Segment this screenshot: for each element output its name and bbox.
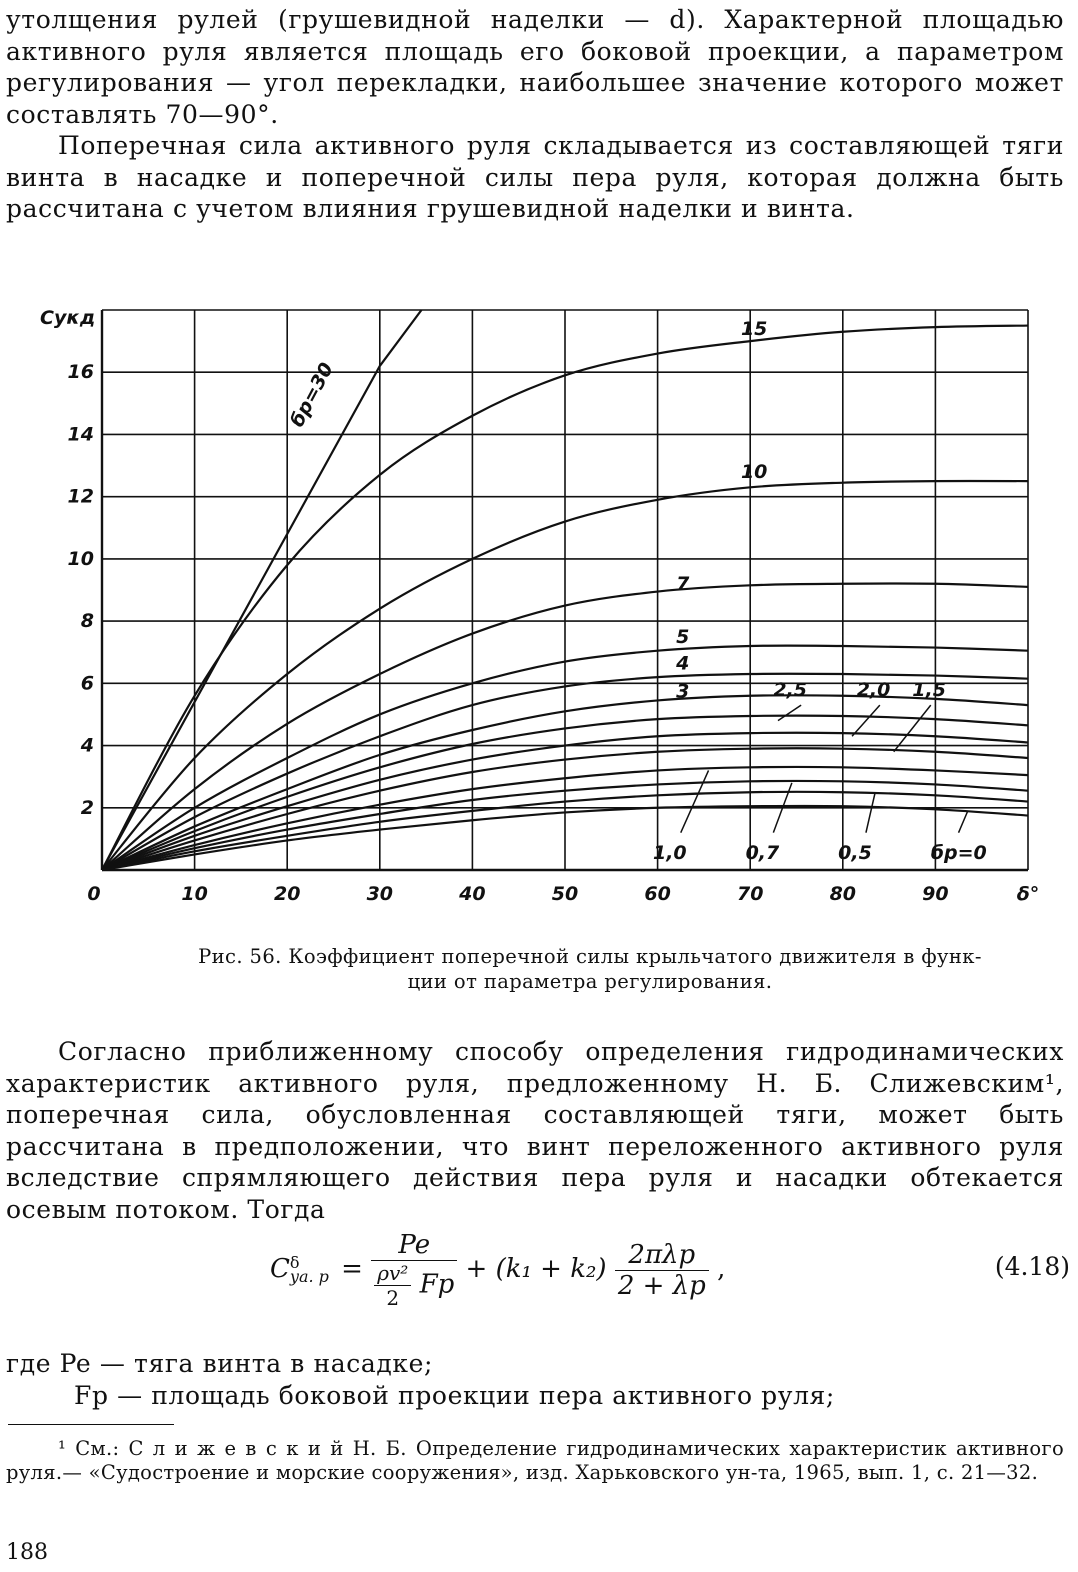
x-tick-label: 60 (644, 883, 671, 905)
eq-equals: = (341, 1254, 363, 1284)
y-tick-label: 12 (67, 485, 94, 508)
eq-comma: , (717, 1254, 726, 1284)
eq-f2-num: 2πλp (615, 1240, 709, 1271)
definition-fp: Fp — площадь боковой проекции пера активного руля; (74, 1381, 835, 1410)
x-tick-label: 50 (551, 883, 579, 905)
eq-plus-term: + (k₁ + k₂) (465, 1254, 607, 1284)
eq-lhs-sup: δ (289, 1253, 300, 1272)
x-tick-label: 0 (87, 883, 101, 905)
definition-pe: где Pe — тяга винта в насадке; (6, 1349, 433, 1378)
label-leader-line (852, 705, 880, 736)
curve-label: 10 (740, 461, 768, 483)
curve-label: бр=30 (286, 359, 339, 431)
eq-lhs-sub: ya. p (289, 1267, 329, 1286)
x-tick-label: 90 (922, 883, 949, 905)
x-tick-label: 70 (736, 883, 764, 905)
y-tick-label: 14 (67, 423, 94, 446)
footnote: ¹ См.: С л и ж е в с к и й Н. Б. Определение гидродинамических характеристик активного руля.— «Судостроение и морские сооружения», изд. Харьковского ун-та, 1965, вып. 1, с. 21—32. (6, 1437, 1064, 1484)
curve-label: бр=0 (930, 842, 987, 865)
y-tick-label: 4 (80, 734, 94, 757)
curve-label: 1,0 (652, 842, 687, 865)
curve-label: 15 (740, 317, 768, 340)
x-tick-label: 20 (273, 883, 301, 905)
curve-label: 2,0 (856, 678, 891, 701)
paragraph-3: Согласно приближенному способу определения гидродинамических характеристик активного руля, предложенному Н. Б. Слижевским¹, поперечная сила, обусловленная составляющей тяги, может быть рассчитана в предположении, что винт переложенного активного руля вследствие спрямляющего действия пера руля и насадки обтекается осевым потоком. Тогда (6, 1037, 1064, 1224)
label-leader-line (959, 811, 968, 833)
equation-4-18 (270, 1230, 1070, 1340)
x-tick-label: 10 (181, 883, 208, 905)
y-axis-label: Cуκд (40, 307, 96, 329)
footnote-rule (8, 1424, 174, 1425)
x-tick-label: 30 (366, 883, 394, 905)
caption-line-2: ции от параметра регулирования. (407, 970, 773, 993)
y-tick-label: 6 (80, 672, 94, 695)
eq-f1-den (371, 1261, 457, 1310)
x-tick-label: 40 (459, 883, 486, 905)
y-tick-label: 10 (67, 547, 94, 570)
x-tick-label: 80 (829, 883, 857, 905)
paragraph-2: Поперечная сила активного руля складывается из составляющей тяги винта в насадке и поперечной силы пера руля, которая должна быть рассчитана с учетом влияния грушевидной наделки и винта. (6, 131, 1064, 223)
label-leader-line (778, 705, 801, 721)
curve-label: 4 (676, 652, 690, 675)
equation-number: (4.18) (994, 1252, 1070, 1281)
y-tick-label: 2 (80, 796, 94, 819)
eq-f1-inner-frac (374, 1261, 411, 1310)
curve-label: 5 (676, 625, 690, 648)
figure-caption (150, 944, 1030, 994)
eq-f1-den-bot: 2 (386, 1286, 400, 1310)
equation-body (270, 1230, 725, 1310)
label-leader-line (866, 792, 875, 832)
eq-fraction-2 (615, 1240, 709, 1301)
figure-56-chart (30, 300, 1050, 925)
eq-f2-den: 2 + λp (617, 1270, 706, 1301)
eq-lhs: C (270, 1254, 290, 1284)
paragraph-1: утолщения рулей (грушевидной наделки — d). Характерной площадью активного руля является площадь его боковой проекции, а параметром регулирования — угол перекладки, наибольшее значение которого может составлять 70—90°. (6, 5, 1064, 129)
definitions (6, 1348, 835, 1412)
curve-label: 7 (676, 573, 690, 595)
y-tick-label: 8 (80, 610, 94, 633)
eq-f1-den-top: ρv² (374, 1261, 411, 1286)
curve-label: 0,5 (838, 842, 872, 865)
y-tick-label: 16 (67, 361, 94, 384)
caption-line-1: Рис. 56. Коэффициент поперечной силы крыльчатого движителя в функ- (198, 945, 982, 968)
label-leader-line (681, 770, 709, 832)
eq-fraction-1 (371, 1230, 457, 1310)
eq-f1-num: Pe (371, 1230, 457, 1261)
curve-label: 0,7 (745, 842, 780, 865)
page-number: 188 (6, 1540, 48, 1565)
x-tick-label: δ° (1016, 883, 1040, 905)
eq-f1-den-tail: Fp (419, 1269, 455, 1300)
curve-label: 1,5 (912, 678, 946, 701)
curve-label: 3 (676, 680, 690, 703)
curve-label: 2,5 (773, 678, 808, 701)
